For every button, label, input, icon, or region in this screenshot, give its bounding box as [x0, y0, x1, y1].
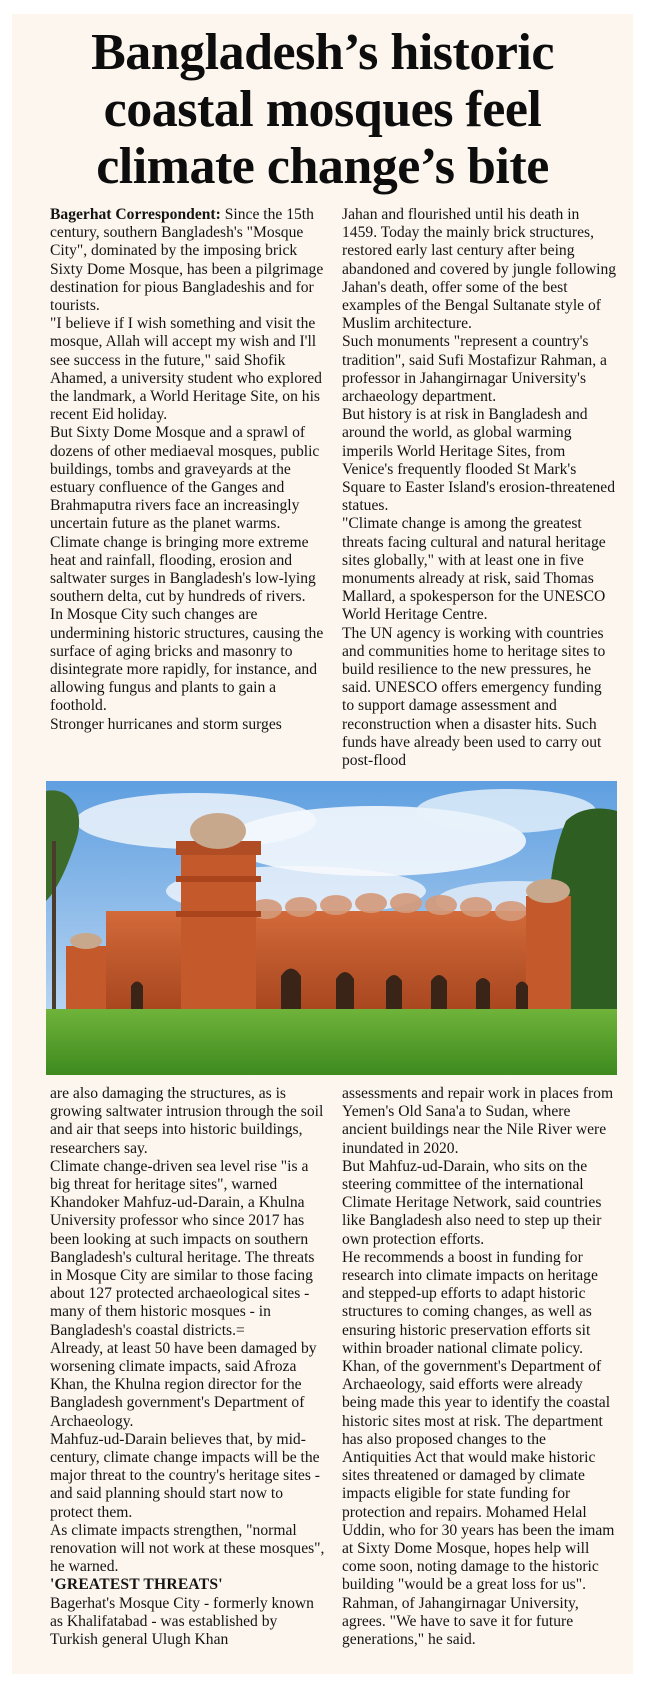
paragraph: Climate change-driven sea level rise "is a big threat for heritage sites", warned Khandoker Mahfuz-ud-Darain, a Khulna University professor who since 2017 has been looking at such impacts on southern Bangladesh's cultural heritage. The threats in Mosque City are similar to those facing about 127 protected archaeological sites - many of them historic mosques - in Bangladesh's coastal districts.=: [50, 1157, 315, 1339]
article-column-4: [342, 1085, 617, 1649]
paragraph: Already, at least 50 have been damaged by worsening climate impacts, said Afroza Khan, the Khulna region director for the Bangladesh government's Department of Archaeology.: [50, 1339, 317, 1430]
paragraph: He recommends a boost in funding for research into climate impacts on heritage and stepped-up efforts to adapt historic structures to coming changes, as well as ensuring historic preservation efforts sit within broader national climate policy. Khan, of the government's Department of Archaeology, said efforts were already being made this year to identify the coastal historic sites most at risk. The department has also proposed changes to the Antiquities Act that would make historic sites threatened or damaged by climate impacts eligible for state funding for protection and repairs. Mohamed Helal Uddin, who for 30 years has been the imam at Sixty Dome Mosque, hopes help will come soon, noting damage to the historic building "would be a great loss for us". Rahman, of Jahangirnagar University, agrees. "We have to save it for future generations," he said.: [342, 1248, 615, 1649]
paragraph: are also damaging the structures, as is growing saltwater intrusion through the soil and air that seeps into historic buildings, researchers say.: [50, 1085, 324, 1157]
paragraph: Climate change is bringing more extreme heat and rainfall, flooding, erosion and saltwater surges in Bangladesh's low-lying southern delta, cut by hundreds of rivers.: [50, 533, 316, 606]
paragraph-text: Since the 15th century, southern Bangladesh's "Mosque City", dominated by the imposing brick Sixty Dome Mosque, has been a pilgrimage destination for pious Bangladeshis and for tourists.: [50, 206, 324, 315]
paragraph: Such monuments "represent a country's tradition", said Sufi Mostafizur Rahman, a professor in Jahangirnagar University's archaeology department.: [342, 333, 607, 406]
paragraph: But Mahfuz-ud-Darain, who sits on the steering committee of the international Climate Heritage Network, said countries like Bangladesh also need to step up their own protection efforts.: [342, 1157, 602, 1248]
headline-line-3: climate change’s bite: [96, 138, 549, 195]
newspaper-clipping: [12, 14, 633, 1674]
headline-line-1: Bangladesh’s historic: [91, 24, 554, 81]
paragraph: But history is at risk in Bangladesh and around the world, as global warming imperils World Heritage Sites, from Venice's frequently flooded St Mark's Square to Easter Island's erosion-threatened statues.: [342, 406, 616, 515]
headline-line-2: coastal mosques feel: [103, 81, 542, 138]
paragraph: Mahfuz-ud-Darain believes that, by mid-century, climate change impacts will be the major threat to the country's heritage sites - and said planning should start now to protect them.: [50, 1430, 320, 1521]
paragraph: Jahan and flourished until his death in 1459. Today the mainly brick structures, restored early last century after being abandoned and covered by jungle following Jahan's death, offer some of the best examples of the Bengal Sultanate style of Muslim architecture.: [342, 206, 617, 333]
paragraph: Stronger hurricanes and storm surges: [50, 715, 282, 733]
paragraph: "Climate change is among the greatest threats facing cultural and natural heritage sites globally," with at least one in five monuments already at risk, said Thomas Mallard, a spokesperson for the UNESCO World Heritage Centre.: [342, 515, 606, 624]
article-column-3: [50, 1085, 325, 1649]
paragraph: assessments and repair work in places from Yemen's Old Sana'a to Sudan, where ancient buildings near the Nile River were inundated in 2020.: [342, 1085, 614, 1157]
paragraph: [50, 206, 325, 315]
article-column-2: [342, 206, 617, 770]
paragraph: As climate impacts strengthen, "normal renovation will not work at these mosques", he warned.: [50, 1521, 325, 1576]
paragraph: But Sixty Dome Mosque and a sprawl of dozens of other mediaeval mosques, public buildings, tombs and graveyards at the estuary confluence of the Ganges and Brahmaputra rivers face an increasingly uncertain future as the planet warms.: [50, 424, 320, 533]
subheading: 'GREATEST THREATS': [50, 1576, 223, 1594]
paragraph: The UN agency is working with countries and communities home to heritage sites to build resilience to the new pressures, he said. UNESCO offers emergency funding to support damage assessment and reconstruction when a disaster hits. Such funds have already been used to carry out post-flood: [342, 624, 606, 770]
paragraph: Bagerhat's Mosque City - formerly known as Khalifatabad - was established by Turkish general Ulugh Khan: [50, 1594, 314, 1649]
paragraph: In Mosque City such changes are undermining historic structures, causing the surface of aging bricks and masonry to disintegrate more rapidly, for instance, and allowing fungus and plants to gain a foothold.: [50, 606, 324, 715]
byline: Bagerhat Correspondent:: [50, 206, 221, 223]
article-column-1: [50, 206, 325, 734]
headline: [12, 24, 633, 195]
paragraph: "I believe if I wish something and visit the mosque, Allah will accept my wish and I'll see success in the future," said Shofik Ahamed, a university student who explored the landmark, a World Heritage Site, on his recent Eid holiday.: [50, 315, 322, 424]
mosque-photo: [46, 781, 617, 1075]
